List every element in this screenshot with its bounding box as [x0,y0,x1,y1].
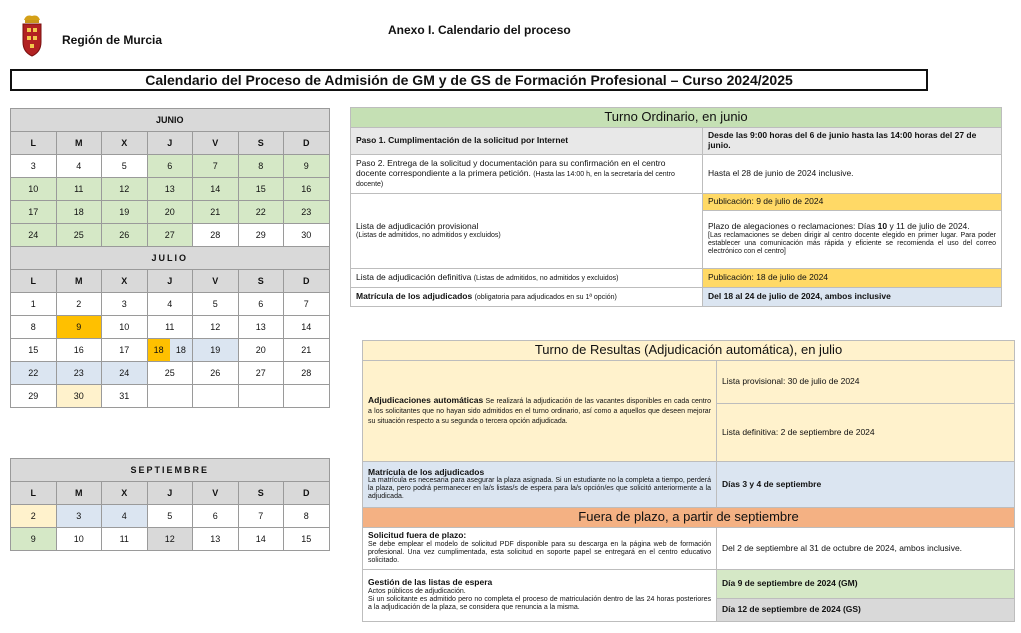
calendar-day: 15 [11,339,57,362]
calendar-day: 12 [147,528,193,551]
gestion-listas-label: Gestión de las listas de espera [368,577,493,588]
weekday-header: D [284,482,330,505]
matricula-ordinario-value: Del 18 al 24 de julio de 2024, ambos inclusive [703,287,1002,306]
calendar-day [147,385,193,408]
paso2-note: (Hasta las 14:00 h, en la secretaría del centro docente) [356,170,675,188]
calendar-day: 23 [284,201,330,224]
calendar-day: 15 [284,528,330,551]
calendar-day: 3 [56,505,102,528]
provisional-note: (Listas de admitidos, no admitidos y excluidos) [356,231,501,239]
matricula-ordinario-text: Matrícula de los adjudicados [356,290,473,301]
calendar-day: 11 [56,178,102,201]
paso2-value: Hasta el 28 de junio de 2024 inclusive. [703,154,1002,193]
matricula-ordinario-label [351,287,703,306]
calendar-day: 16 [284,178,330,201]
weekday-header: M [56,482,102,505]
calendar-day: 19 [102,201,148,224]
matricula-resultas-cell [363,462,717,508]
calendar-day: 17 [11,201,57,224]
calendar-day: 5 [102,155,148,178]
solicitud-fuera-plazo-value: Del 2 de septiembre al 31 de octubre de 2024, ambos inclusive. [717,527,1015,569]
definitiva-publication: Publicación: 18 de julio de 2024 [703,268,1002,287]
weekday-header: X [102,132,148,155]
calendar-day: 24 [11,224,57,247]
weekday-header: S [238,482,284,505]
provisional-label [351,193,703,268]
weekday-header: L [11,482,57,505]
calendar-day [193,385,239,408]
calendar-day: 31 [102,385,148,408]
calendar-day: 7 [284,293,330,316]
calendar-day: 27 [238,362,284,385]
main-title: Calendario del Proceso de Admisión de GM y de GS de Formación Profesional – Curso 2024/2025 [10,69,928,91]
calendar-day: 8 [11,316,57,339]
solicitud-fuera-plazo-cell [363,527,717,569]
calendar-day: 13 [147,178,193,201]
calendar-day: 12 [193,316,239,339]
calendar-day: 22 [238,201,284,224]
calendar-day: 1 [11,293,57,316]
calendar-day: 21 [193,201,239,224]
calendar-day: 2 [11,505,57,528]
calendar-day: 27 [147,224,193,247]
calendar-day: 4 [102,505,148,528]
definitiva-text: Lista de adjudicación definitiva [356,271,472,282]
calendar-day: 19 [193,339,239,362]
calendar-day: 22 [11,362,57,385]
calendar-junio-julio [10,108,330,408]
calendar-day: 3 [11,155,57,178]
calendar-day: 9 [284,155,330,178]
calendar-day: 20 [147,201,193,224]
annex-title: Anexo I. Calendario del proceso [388,23,571,37]
calendar-day: 5 [147,505,193,528]
weekday-header: J [147,482,193,505]
calendar-day: 26 [193,362,239,385]
calendar-day: 10 [56,528,102,551]
calendar-day: 9 [11,528,57,551]
calendar-day: 28 [284,362,330,385]
calendar-day [238,385,284,408]
calendar-day: 29 [238,224,284,247]
weekday-header: V [193,270,239,293]
weekday-header: V [193,132,239,155]
calendar-day: 11 [102,528,148,551]
weekday-header: D [284,270,330,293]
calendar-septiembre [10,458,330,551]
weekday-header: L [11,132,57,155]
calendar-day-part: 18 [148,339,170,361]
calendar-day: 13 [238,316,284,339]
calendar-day: 11 [147,316,193,339]
turno-resultas-title: Turno de Resultas (Adjudicación automática), en julio [363,341,1015,361]
paso2-text: Paso 2. Entrega de la solicitud y documentación para su confirmación en el centro docente correspondiente a la primera petición. [356,158,666,178]
calendar-day: 6 [238,293,284,316]
provisional-publication: Publicación: 9 de julio de 2024 [703,193,1002,210]
calendar-day: 8 [284,505,330,528]
turno-ordinario-title: Turno Ordinario, en junio [351,108,1002,128]
calendar-day: 10 [102,316,148,339]
calendar-day: 14 [284,316,330,339]
calendar-day: 14 [193,178,239,201]
weekday-header: S [238,270,284,293]
weekday-header: X [102,482,148,505]
matricula-ordinario-note: (obligatoria para adjudicados en su 1ª opción) [474,293,617,301]
calendar-day: 20 [238,339,284,362]
matricula-resultas-label: Matrícula de los adjudicados [368,466,485,477]
region-coat-of-arms-logo [20,12,44,60]
calendar-day: 4 [56,155,102,178]
calendar-day: 5 [193,293,239,316]
calendar-day [147,339,193,362]
weekday-header: S [238,132,284,155]
paso1-label: Paso 1. Cumplimentación de la solicitud por Internet [351,127,703,154]
alegaciones-suffix: y 11 de julio de 2024. [887,221,970,232]
calendar-day: 12 [102,178,148,201]
month-title-julio: JULIO [11,247,330,270]
solicitud-fuera-plazo-text: Se debe emplear el modelo de solicitud PDF disponible para su descarga en la página web de formación profesional. Una vez cumplimentada, esta solicitud en soporte papel se entregará en el centro educativo solicitado. [368,541,711,565]
calendar-day: 2 [56,293,102,316]
calendar-day: 29 [11,385,57,408]
turno-ordinario-table [350,107,1002,307]
weekday-header: D [284,132,330,155]
month-title-junio: JUNIO [11,109,330,132]
calendar-day: 17 [102,339,148,362]
calendar-day: 30 [284,224,330,247]
calendar-day: 6 [147,155,193,178]
calendar-day: 15 [238,178,284,201]
calendar-day: 3 [102,293,148,316]
calendar-day: 18 [56,201,102,224]
alegaciones-cell [703,210,1002,268]
alegaciones-day: 10 [877,221,888,232]
weekday-header: L [11,270,57,293]
calendar-day: 7 [193,155,239,178]
definitiva-note: (Listas de admitidos, no admitidos y excluidos) [473,274,619,282]
calendar-day: 24 [102,362,148,385]
calendar-day: 23 [56,362,102,385]
definitiva-label [351,268,703,287]
adjudicaciones-automaticas-label: Adjudicaciones automáticas [368,394,484,405]
calendar-day: 10 [11,178,57,201]
calendar-day: 16 [56,339,102,362]
paso1-value: Desde las 9:00 horas del 6 de junio hasta las 14:00 horas del 27 de junio. [703,127,1002,154]
gestion-gm-value: Día 9 de septiembre de 2024 (GM) [717,569,1015,598]
weekday-header: J [147,270,193,293]
turno-resultas-table [362,340,1015,622]
calendar-day: 30 [56,385,102,408]
calendar-day: 8 [238,155,284,178]
region-name: Región de Murcia [62,33,163,47]
month-title-septiembre: SEPTIEMBRE [11,459,330,482]
paso2-label [351,154,703,193]
weekday-header: J [147,132,193,155]
resultas-lista-provisional: Lista provisional: 30 de julio de 2024 [717,361,1015,404]
gestion-listas-text: Actos públicos de adjudicación. Si un solicitante es admitido pero no completa el proceso de matriculación dentro de las 24 horas posteriores a la adjudicación de la plaza, se considera que renuncia a la misma. [368,588,711,612]
solicitud-fuera-plazo-label: Solicitud fuera de plazo: [368,530,467,541]
matricula-resultas-value: Días 3 y 4 de septiembre [717,462,1015,508]
adjudicaciones-automaticas-text: Se realizará la adjudicación de las vacantes disponibles en cada centro a los solicitantes que no hayan sido admitidos en el turno ordinario, así como a aquellos que deseen mejorar su situación respecto a su segunda o tercera opción adjudicada. [368,397,711,426]
calendar-day [284,385,330,408]
calendar-day: 25 [147,362,193,385]
calendar-day: 9 [56,316,102,339]
calendar-day: 26 [102,224,148,247]
provisional-text: Lista de adjudicación provisional [356,221,479,232]
weekday-header: X [102,270,148,293]
calendar-day: 13 [193,528,239,551]
fuera-plazo-title: Fuera de plazo, a partir de septiembre [363,508,1015,528]
calendar-day: 25 [56,224,102,247]
calendar-day: 28 [193,224,239,247]
gestion-gs-value: Día 12 de septiembre de 2024 (GS) [717,598,1015,621]
calendar-day: 4 [147,293,193,316]
alegaciones-prefix: Plazo de alegaciones o reclamaciones: Días [708,221,878,232]
calendar-day: 21 [284,339,330,362]
calendar-day: 14 [238,528,284,551]
calendar-day-part: 18 [170,339,192,361]
calendar-day: 6 [193,505,239,528]
gestion-listas-cell [363,569,717,621]
weekday-header: V [193,482,239,505]
matricula-resultas-text: La matrícula es necesaria para asegurar la plaza asignada. Si un estudiante no la completa a tiempo, perderá la plaza, pero podrá permanecer en la/s listas/s de espera para la/s opción/es que solicitó anteriormente a la adjudicada. [368,477,711,501]
adjudicaciones-automaticas-cell [363,361,717,462]
resultas-lista-definitiva: Lista definitiva: 2 de septiembre de 2024 [717,404,1015,462]
weekday-header: M [56,270,102,293]
calendar-day: 7 [238,505,284,528]
alegaciones-note: [Las reclamaciones se deben dirigir al centro docente elegido en primer lugar. Para poder establecer una comunicación más rápida y eficiente se recomienda el uso del correo electrónico con el centro] [708,232,997,256]
weekday-header: M [56,132,102,155]
